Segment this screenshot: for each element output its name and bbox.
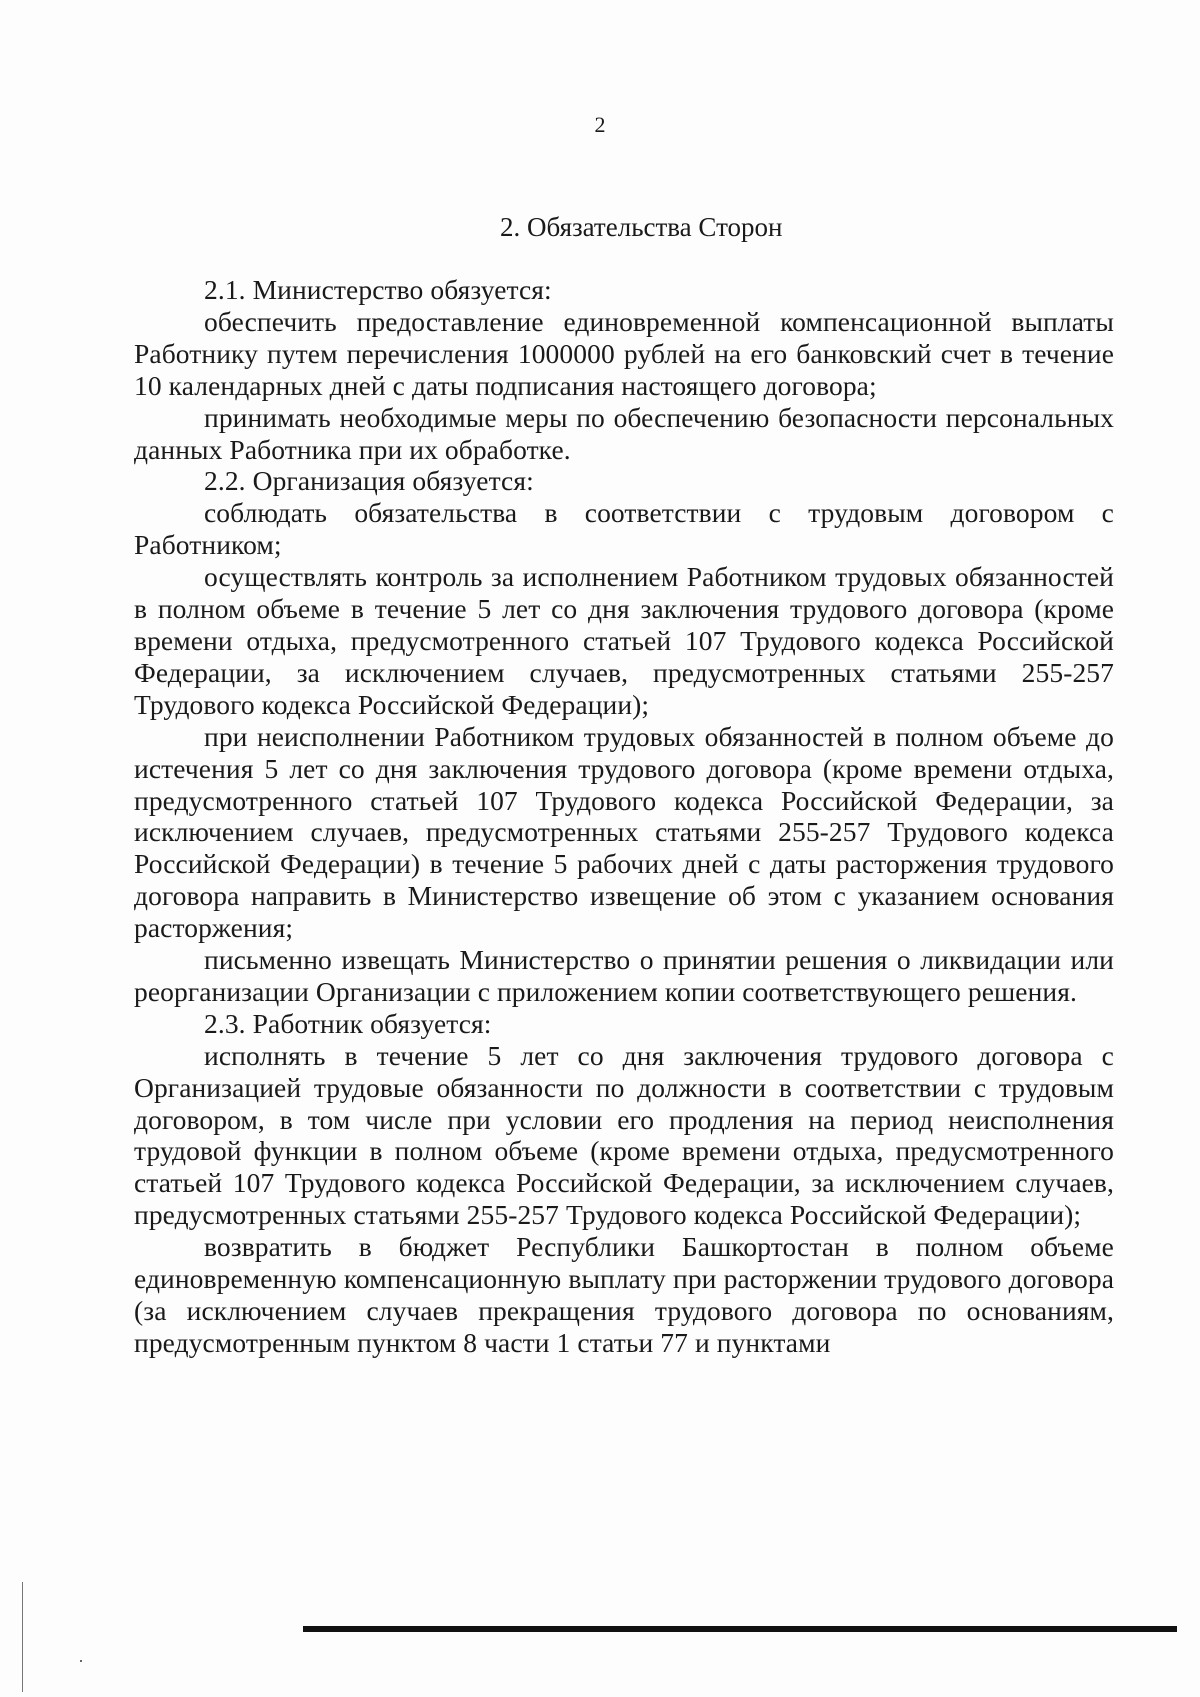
paragraph: осуществлять контроль за исполнением Работником трудовых обязанностей в полном объеме в течение 5 лет со дня заключения трудового договора (кроме времени отдыха, предусмотренного статьей 107 Трудового кодекса Российской Федерации, за исключением случаев, предусмотренных статьями 255-257 Трудового кодекса Российской Федерации);: [134, 561, 1114, 720]
scan-margin-mark: [22, 1582, 23, 1692]
scan-speck: [80, 1660, 82, 1662]
paragraph: при неисполнении Работником трудовых обязанностей в полном объеме до истечения 5 лет со дня заключения трудового договора (кроме времени отдыха, предусмотренного статьей 107 Трудового кодекса Российской Федерации, за исключением случаев, предусмотренных статьями 255-257 Трудового кодекса Российской Федерации) в течение 5 рабочих дней с даты расторжения трудового договора направить в Министерство извещение об этом с указанием основания расторжения;: [134, 720, 1114, 944]
document-body: [134, 274, 1114, 1359]
clause-2-2-heading: 2.2. Организация обязуется:: [204, 465, 534, 497]
paragraph: исполнять в течение 5 лет со дня заключения трудового договора с Организацией трудовые обязанности по должности в соответствии с трудовым договором, в том числе при условии его продления на период неисполнения трудовой функции в полном объеме (кроме времени отдыха, предусмотренного статьей 107 Трудового кодекса Российской Федерации, за исключением случаев, предусмотренных статьями 255-257 Трудового кодекса Российской Федерации);: [134, 1039, 1114, 1231]
paragraph: письменно извещать Министерство о принятии решения о ликвидации или реорганизации Организации с приложением копии соответствующего решения.: [134, 944, 1114, 1007]
clause-2-1-heading: 2.1. Министерство обязуется:: [204, 274, 552, 305]
paragraph: обеспечить предоставление единовременной компенсационной выплаты Работнику путем перечисления 1000000 рублей на его банковский счет в течение 10 календарных дней с даты подписания настоящего договора;: [134, 305, 1114, 401]
paragraph: принимать необходимые меры по обеспечению безопасности персональных данных Работника при их обработке.: [134, 401, 1114, 465]
scan-edge-line: [303, 1626, 1177, 1632]
clause-2-3-heading: 2.3. Работник обязуется:: [204, 1007, 492, 1039]
page-number: 2: [594, 112, 606, 137]
section-title: 2. Обязательства Сторон: [500, 212, 783, 242]
paragraph: соблюдать обязательства в соответствии с трудовым договором с Работником;: [134, 497, 1114, 561]
paragraph: возвратить в бюджет Республики Башкортостан в полном объеме единовременную компенсационную выплату при расторжении трудового договора (за исключением случаев прекращения трудового договора по основаниям, предусмотренным пунктом 8 части 1 статьи 77 и пунктами: [134, 1231, 1114, 1358]
